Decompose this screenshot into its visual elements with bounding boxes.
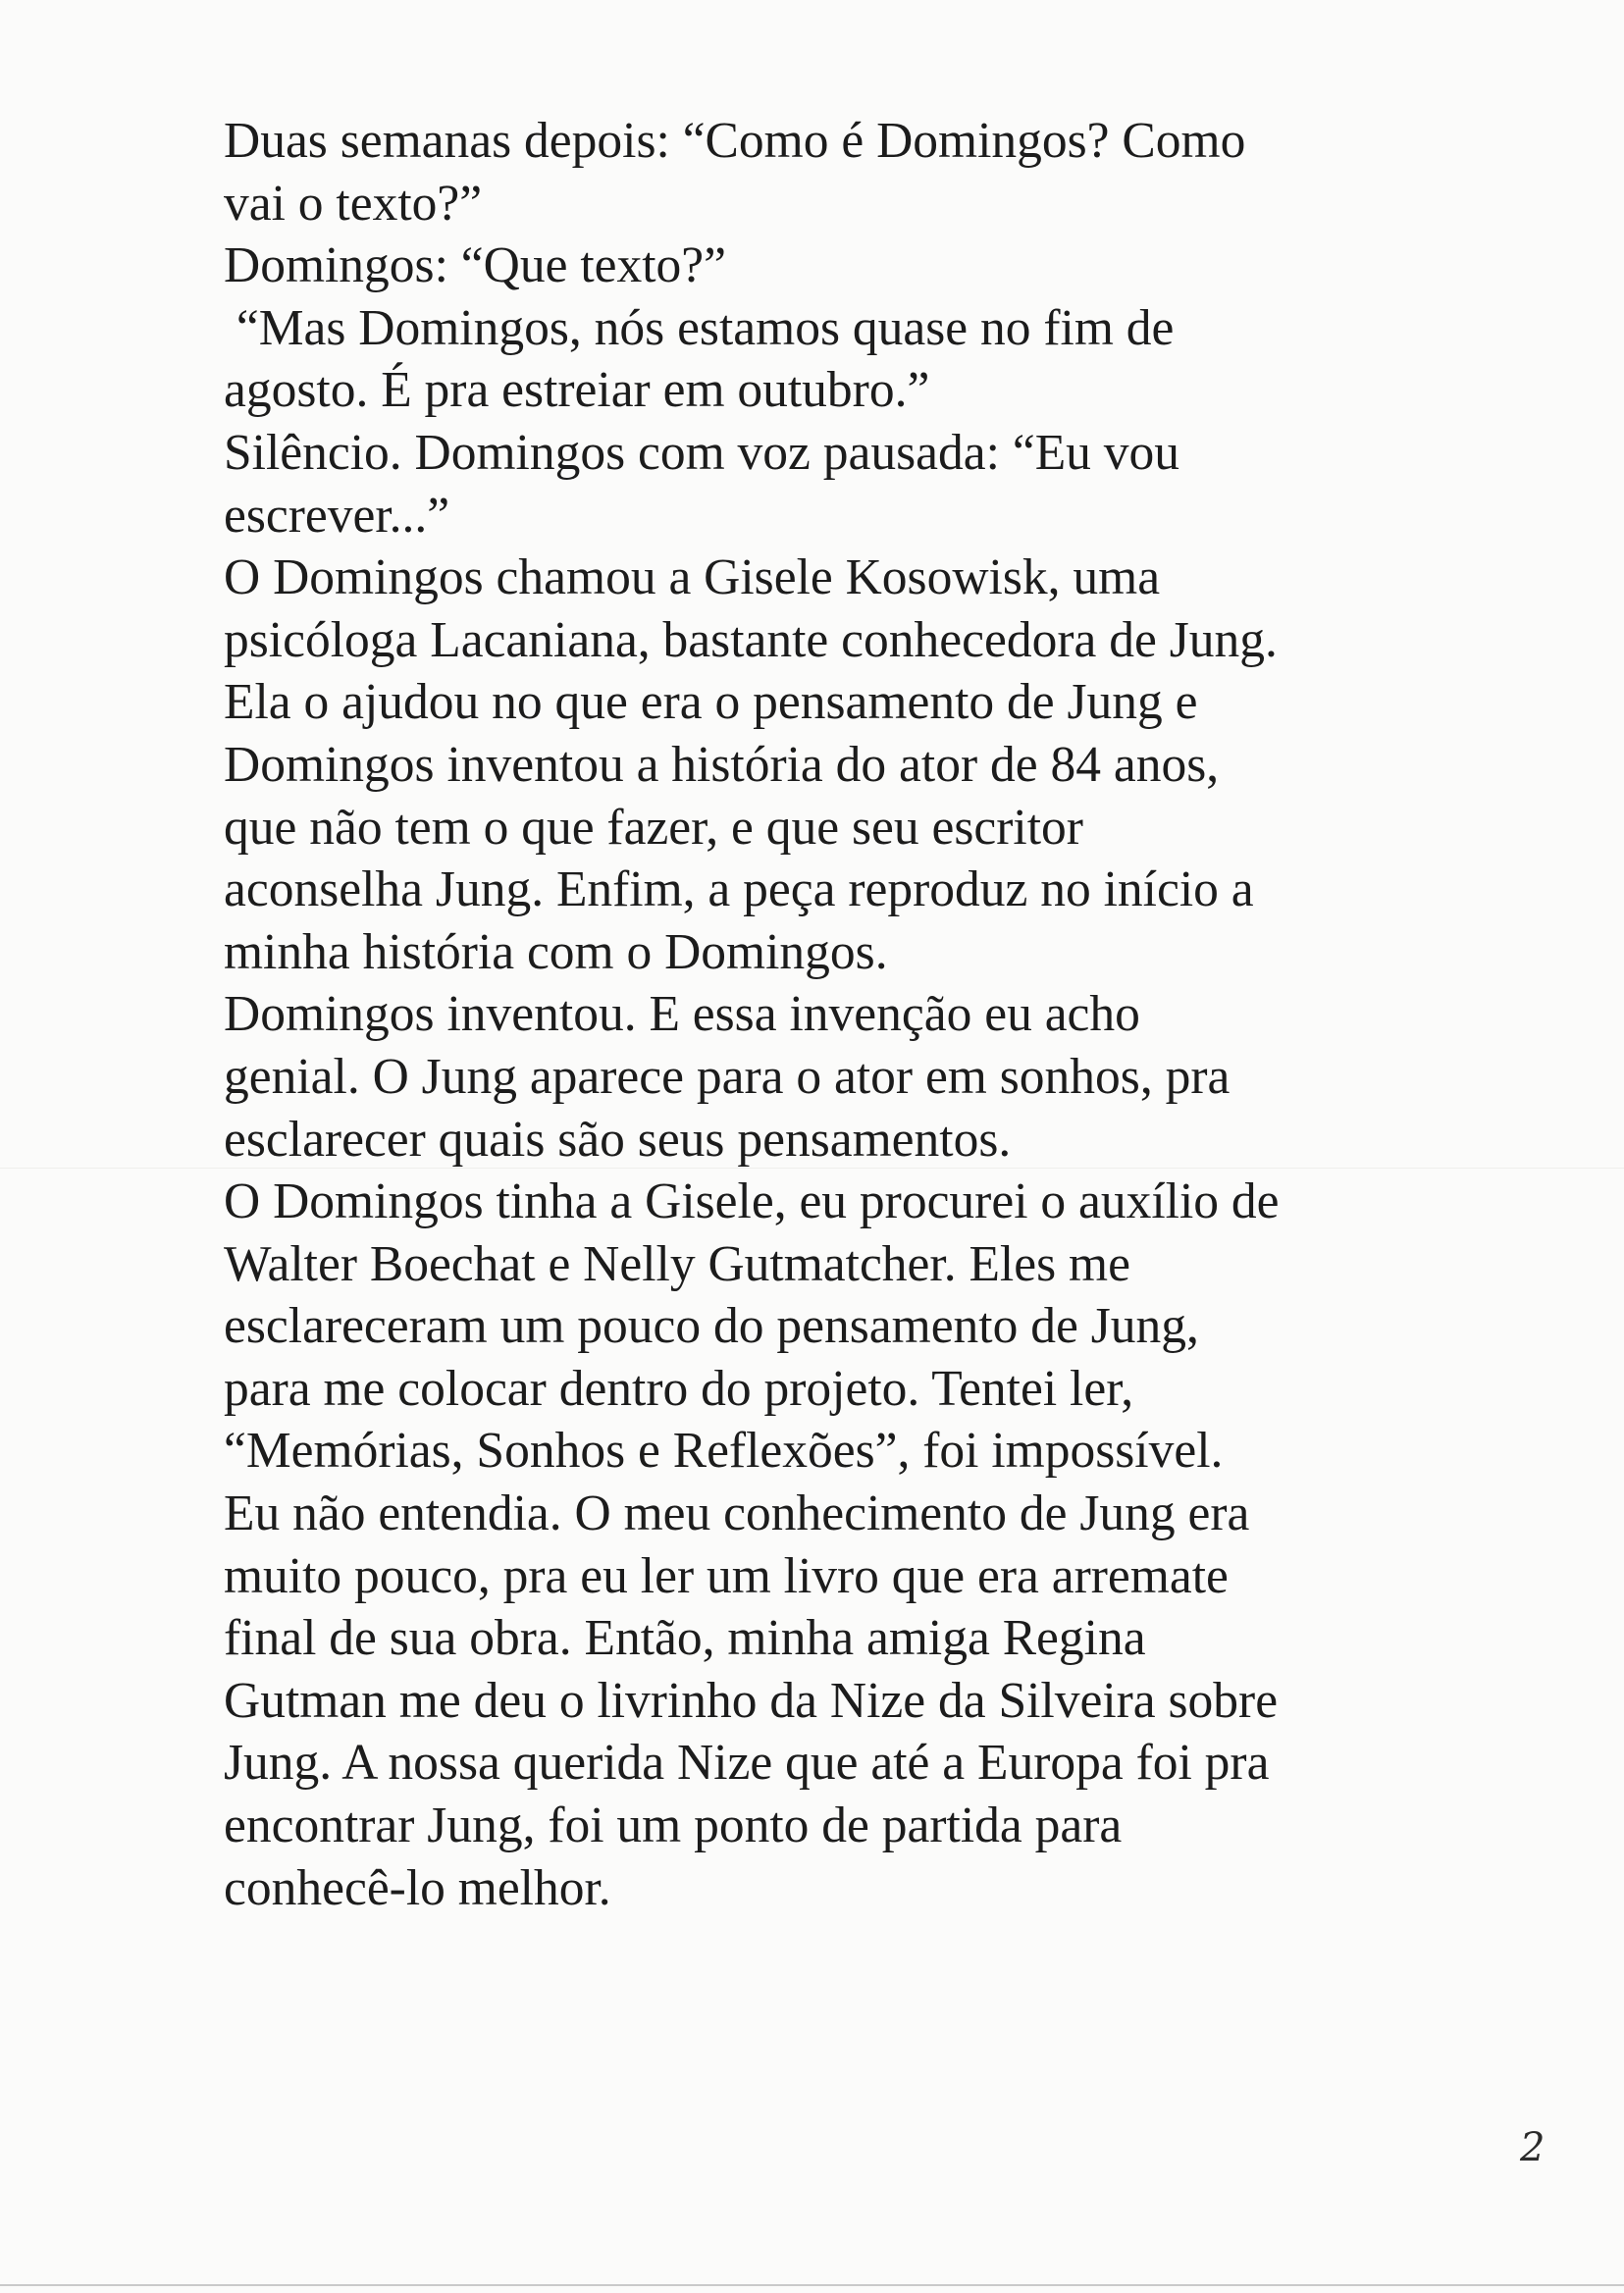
- body-text: [224, 110, 1499, 1919]
- text-line: Silêncio. Domingos com voz pausada: “Eu vou: [224, 424, 1180, 481]
- text-line: encontrar Jung, foi um ponto de partida para: [224, 1798, 1123, 1854]
- text-line: final de sua obra. Então, minha amiga Regina: [224, 1610, 1146, 1667]
- text-line: esclarecer quais são seus pensamentos.: [224, 1111, 1012, 1168]
- text-line: Eu não entendia. O meu conhecimento de Jung era: [224, 1485, 1250, 1542]
- text-line: vai o texto?”: [224, 175, 483, 232]
- text-line: O Domingos chamou a Gisele Kosowisk, uma: [224, 549, 1161, 606]
- text-line: Domingos inventou. E essa invenção eu acho: [224, 986, 1140, 1043]
- bottom-edge-rule: [0, 2284, 1624, 2286]
- text-line: O Domingos tinha a Gisele, eu procurei o auxílio de: [224, 1173, 1280, 1230]
- text-line: Walter Boechat e Nelly Gutmatcher. Eles me: [224, 1235, 1130, 1292]
- text-line: esclareceram um pouco do pensamento de Jung,: [224, 1298, 1199, 1355]
- text-line: que não tem o que fazer, e que seu escritor: [224, 799, 1083, 856]
- text-line: genial. O Jung aparece para o ator em sonhos, pra: [224, 1048, 1231, 1105]
- text-line: Ela o ajudou no que era o pensamento de Jung e: [224, 674, 1198, 731]
- text-line: para me colocar dentro do projeto. Tentei ler,: [224, 1360, 1134, 1417]
- text-line: escrever...”: [224, 487, 450, 544]
- text-line: Domingos inventou a história do ator de 84 anos,: [224, 736, 1220, 793]
- page-number: 2: [1520, 2125, 1545, 2170]
- text-line: minha história com o Domingos.: [224, 923, 888, 980]
- text-line: psicóloga Lacaniana, bastante conhecedora de Jung.: [224, 611, 1278, 668]
- text-line: Duas semanas depois: “Como é Domingos? Como: [224, 113, 1246, 169]
- text-line: “Memórias, Sonhos e Reflexões”, foi impossível.: [224, 1423, 1224, 1480]
- text-line: Domingos: “Que texto?”: [224, 237, 727, 294]
- text-line: aconselha Jung. Enfim, a peça reproduz no início a: [224, 861, 1254, 918]
- text-line: Gutman me deu o livrinho da Nize da Silveira sobre: [224, 1672, 1279, 1729]
- text-line: “Mas Domingos, nós estamos quase no fim de: [224, 299, 1175, 356]
- text-line: agosto. É pra estreiar em outubro.”: [224, 362, 930, 419]
- text-line: conhecê-lo melhor.: [224, 1859, 611, 1916]
- text-line: Jung. A nossa querida Nize que até a Europa foi pra: [224, 1735, 1270, 1792]
- text-line: muito pouco, pra eu ler um livro que era arremate: [224, 1547, 1229, 1604]
